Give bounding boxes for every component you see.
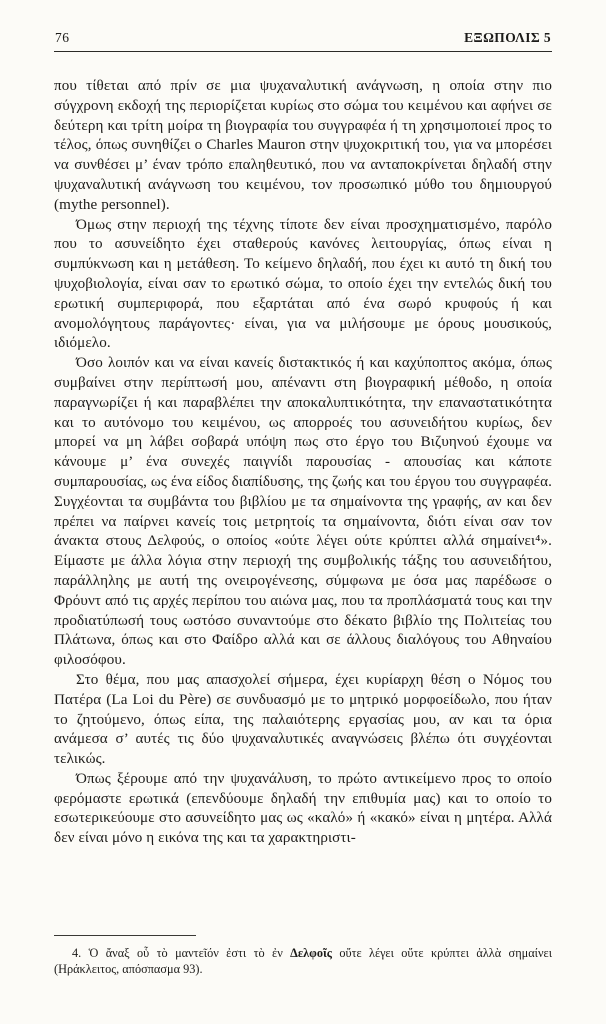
paragraph: Όσο λοιπόν και να είναι κανείς διστακτικός ή και καχύποπτος ακόμα, όπως συμβαίνει στην περίπτωσή μου, απέναντι στη βιογραφική μέθοδο, η οποία παραγνωρίζει ή και παραβλέπει την αποκαλυπτικότητα, την επαναστατικότητα και το αυτόνομο του κειμένου, ως απορροές του ασυνειδήτου κυρίως, δεν μπορεί να μη λάβει σοβαρά υπόψη πως στο έργο του Βιζυηνού έχουμε να κάνουμε μ’ ένα συνεχές παιγνίδι παρουσίας - απουσίας και κάποτε συμπαρουσίας, ως ένα είδος διαπίδυσης, της ζωής και του έργου του συγγραφέα. Συγχέονται τα συμβάντα του βιβλίου με τα σημαίνοντα της γραφής, αν και δεν πρέπει να παίρνει κανείς τοις μετρητοίς τα σημαίνοντα, διότι είναι σαν τον άνακτα στους Δελφούς, ο οποίος «ούτε λέγει ούτε κρύπτει αλλά σημαίνει⁴». Είμαστε με άλλα λόγια στην περιοχή της συμβολικής τάξης του ασυνειδήτου, παράλληλης με αυτή της ονειρογένεσης, σύμφωνα με όσα μας παρέδωσε ο Φρόυντ από τις αρχές περίπου του αιώνα μας, που τα προπλάσματά τους και την προδιατύπωσή τους ωστόσο συναντούμε στο δέκατο βιβλίο της Πολιτείας του Πλάτωνα, όπως και στο Φαίδρο αλλά και σε άλλους διαλόγους του Αθηναίου φιλοσόφου. xyxy=(54,355,552,669)
footnote-bold-word: Δελφοῖς xyxy=(290,945,332,960)
footnote-text-after: οὔτε λέγει οὔτε κρύπτει ἀλλὰ σημαίνει (Ηράκλειτος, απόσπασμα 93). xyxy=(54,945,552,977)
page-header xyxy=(54,30,552,51)
footnote-text-before: 4. Ὁ ἄναξ οὗ τὸ μαντεῖόν ἐστι τὸ ἐν xyxy=(72,945,291,960)
paragraph: Όπως ξέρουμε από την ψυχανάλυση, το πρώτο αντικείμενο προς το οποίο φερόμαστε ερωτικά (επενδύουμε δηλαδή την επιθυμία μας) και το οποίο το εσωτερικεύουμε στο ασυνείδητο μας ως «καλό» ή «κακό» είναι η μητέρα. Αλλά δεν είναι μόνο η εικόνα της και τα χαρακτηριστι- xyxy=(54,770,552,847)
paragraph: Στο θέμα, που μας απασχολεί σήμερα, έχει κυρίαρχη θέση ο Νόμος του Πατέρα (La Loi du Père) σε συνδυασμό με το μητρικό μορφοείδωλο, που ήταν το ζητούμενο, όπως είπα, της παλαιότερης εργασίας μου, αν και τα όρια ανάμεσα σ’ αυτές τις δύο ψυχαναλυτικές αναγνώσεις βλέπω ότι συγχέονται τελικώς. xyxy=(54,671,552,768)
paragraph: που τίθεται από πρίν σε μια ψυχαναλυτική ανάγνωση, η οποία στην πιο σύγχρονη εκδοχή της περιορίζεται κυρίως στο σώμα του κειμένου και αφήνει σε δεύτερη και τρίτη μοίρα τη βιογραφία του συγγραφέα ή τη χρησιμοποιεί προς το τέλος, όπως συνηθίζει ο Charles Mauron στην ψυχοκριτική του, για να μπορέσει να συνθέσει μ’ έναν τρόπο επαληθευτικό, που να ανταποκρίνεται δηλαδή στην ψυχαναλυτική ανάγνωση του κειμένου, τον προσωπικό μύθο του δημιουργού (mythe personnel). xyxy=(54,78,552,213)
body-text xyxy=(54,77,552,935)
footnote-rule xyxy=(54,935,196,936)
page-number: 76 xyxy=(55,30,70,45)
paragraph: Όμως στην περιοχή της τέχνης τίποτε δεν είναι προσχηματισμένο, παρόλο που το ασυνείδητο έχει σταθερούς κανόνες λειτουργίας, όπως είναι η συμπύκνωση και η μετάθεση. Το κείμενο δηλαδή, που έχει κι αυτό τη δική του ψυχοβιολογία, είναι σαν το ερωτικό σώμα, το οποίο έχει την εντελώς δική του ερωτική συμπεριφορά, που εξαρτάται από ένα σωρό κρυφούς ή και ανομολόγητους παράγοντες· είναι, για να μιλήσουμε με όρους μουσικούς, ιδιόμελο. xyxy=(54,216,552,352)
header-rule xyxy=(54,51,552,52)
footnote xyxy=(54,945,552,978)
footnote-block xyxy=(54,935,552,978)
running-title: ΕΞΩΠΟΛΙΣ 5 xyxy=(464,30,551,45)
